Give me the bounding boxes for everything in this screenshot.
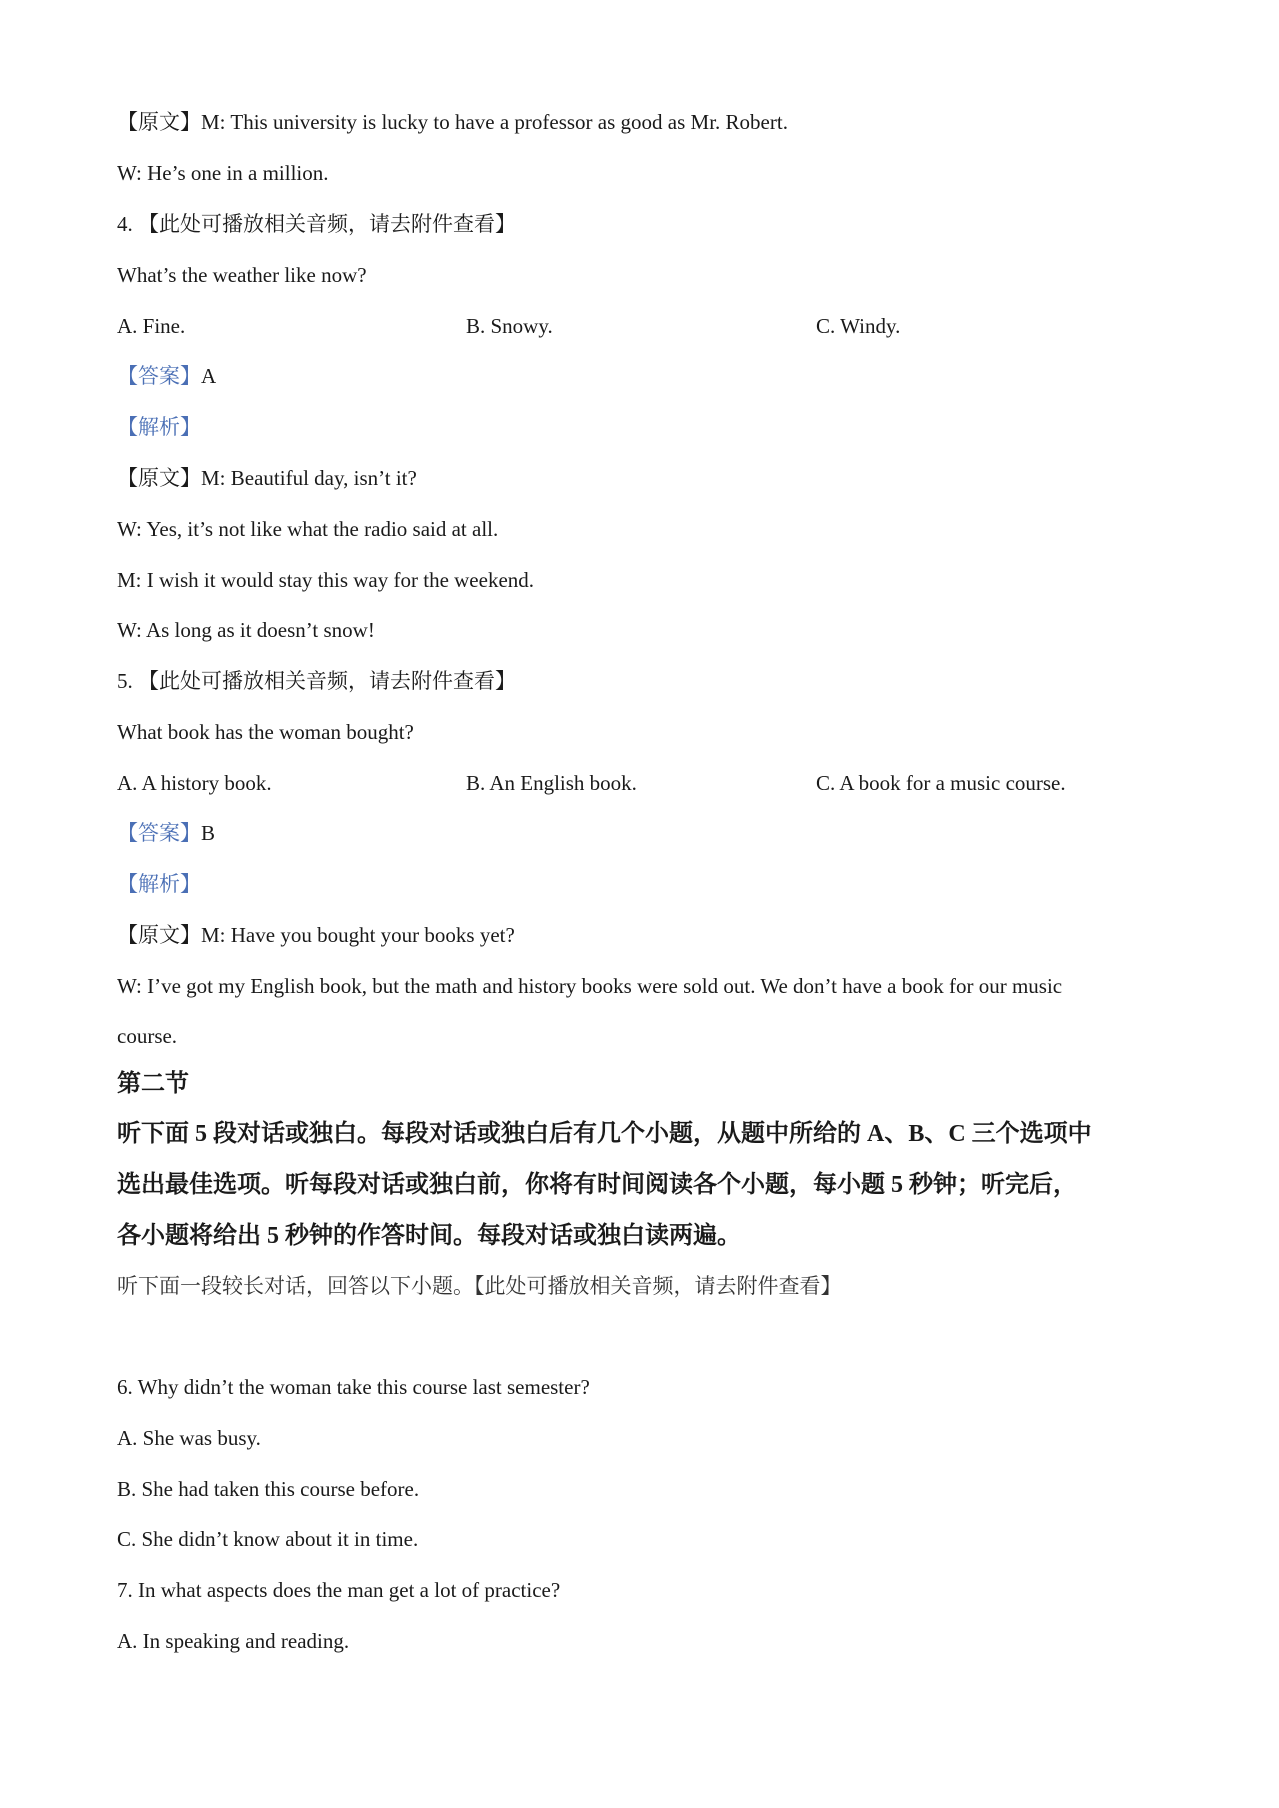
q4-audio-note: 4. 【此处可播放相关音频，请去附件查看】 bbox=[117, 212, 516, 236]
section2-instruction-line-1: 听下面 5 段对话或独白。每段对话或独白后有几个小题，从题中所给的 A、B、C 三个选项中 bbox=[117, 1121, 1092, 1147]
q4-answer-label: 【答案】 bbox=[117, 364, 201, 388]
q4-option-a: A. Fine. bbox=[117, 314, 186, 338]
q7-question: 7. In what aspects does the man get a lot of practice? bbox=[117, 1578, 561, 1602]
q4-answer bbox=[117, 362, 216, 390]
q6-question: 6. Why didn’t the woman take this course last semester? bbox=[117, 1375, 590, 1399]
q4-transcript-line-3: M: I wish it would stay this way for the weekend. bbox=[117, 568, 535, 592]
q3-transcript-line-1: 【原文】M: This university is lucky to have a professor as good as Mr. Robert. bbox=[117, 110, 788, 134]
q4-option-c: C. Windy. bbox=[816, 314, 901, 338]
q4-option-b: B. Snowy. bbox=[466, 314, 553, 338]
q4-question: What’s the weather like now? bbox=[117, 263, 367, 287]
q5-question: What book has the woman bought? bbox=[117, 720, 414, 744]
q5-audio-note: 5. 【此处可播放相关音频，请去附件查看】 bbox=[117, 669, 516, 693]
section2-audio-note: 听下面一段较长对话，回答以下小题。【此处可播放相关音频，请去附件查看】 bbox=[117, 1274, 842, 1298]
q5-answer bbox=[117, 819, 215, 847]
q5-answer-value: B bbox=[201, 821, 216, 845]
q5-analysis-label: 【解析】 bbox=[117, 872, 201, 896]
q5-option-c: C. A book for a music course. bbox=[816, 771, 1066, 795]
q5-option-a: A. A history book. bbox=[117, 771, 272, 795]
q5-option-b: B. An English book. bbox=[466, 771, 637, 795]
q6-option-a: A. She was busy. bbox=[117, 1426, 261, 1450]
q3-transcript-line-2: W: He’s one in a million. bbox=[117, 161, 329, 185]
section2-instruction-line-2: 选出最佳选项。听每段对话或独白前，你将有时间阅读各个小题，每小题 5 秒钟；听完后， bbox=[117, 1172, 1077, 1198]
q4-analysis-label: 【解析】 bbox=[117, 415, 201, 439]
q4-transcript-line-4: W: As long as it doesn’t snow! bbox=[117, 618, 375, 642]
q5-transcript-line-2b: course. bbox=[117, 1024, 178, 1048]
q4-transcript-line-1: 【原文】M: Beautiful day, isn’t it? bbox=[117, 466, 417, 490]
q4-transcript-line-2: W: Yes, it’s not like what the radio said at all. bbox=[117, 517, 499, 541]
q5-transcript-line-1: 【原文】M: Have you bought your books yet? bbox=[117, 923, 515, 947]
q6-option-b: B. She had taken this course before. bbox=[117, 1477, 420, 1501]
q5-transcript-line-2a: W: I’ve got my English book, but the math and history books were sold out. We don’t have a book for our music bbox=[117, 974, 1063, 998]
q4-answer-value: A bbox=[201, 364, 217, 388]
q5-answer-label: 【答案】 bbox=[117, 821, 201, 845]
q6-option-c: C. She didn’t know about it in time. bbox=[117, 1527, 419, 1551]
section2-heading: 第二节 bbox=[117, 1071, 189, 1097]
section2-instruction-line-3: 各小题将给出 5 秒钟的作答时间。每段对话或独白读两遍。 bbox=[117, 1223, 741, 1249]
q7-option-a: A. In speaking and reading. bbox=[117, 1629, 350, 1653]
